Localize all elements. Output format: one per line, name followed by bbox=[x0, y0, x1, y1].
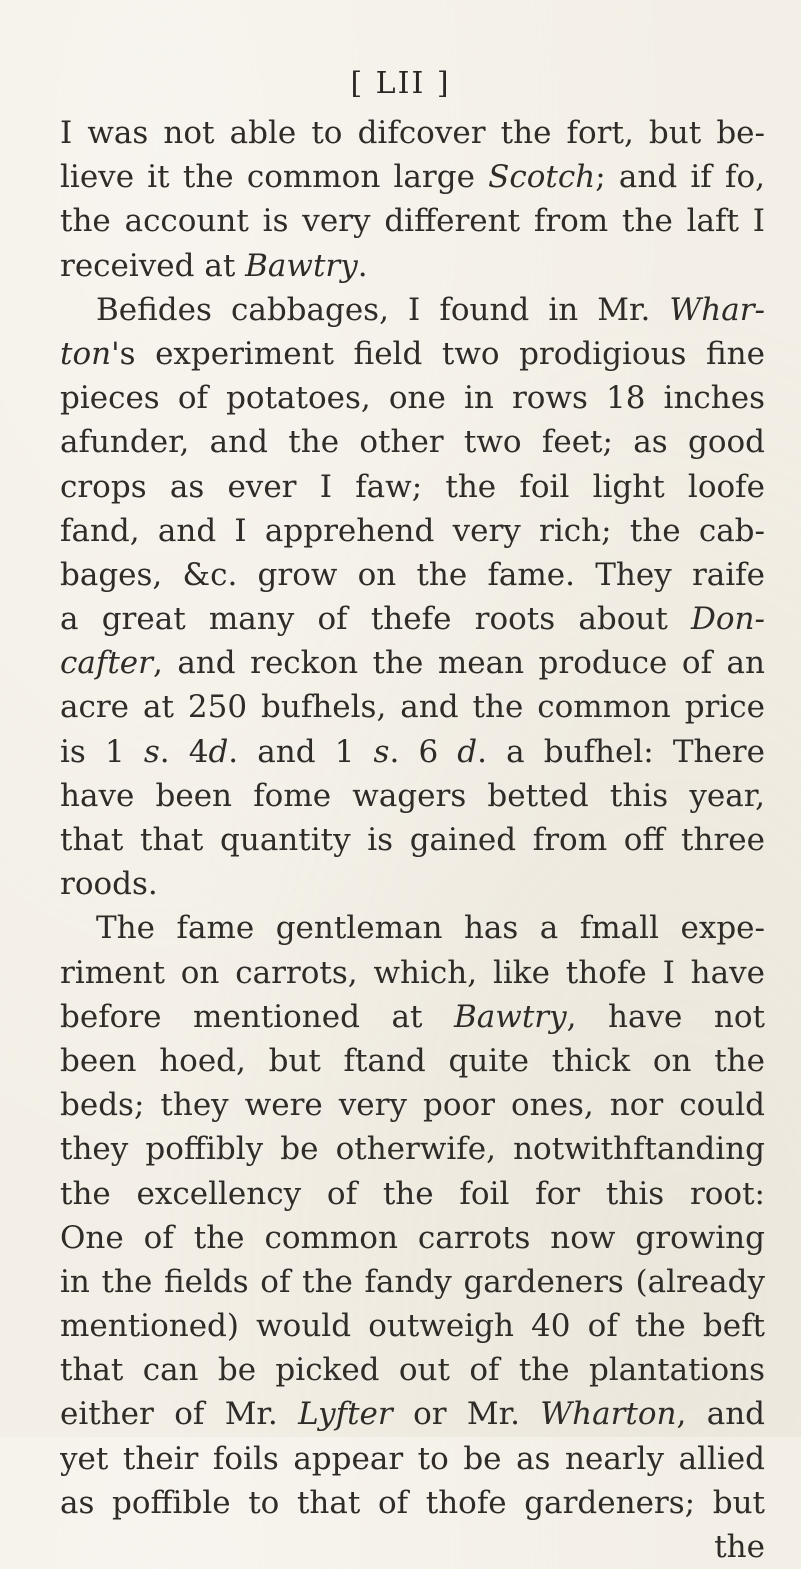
text-line bbox=[60, 1216, 765, 1260]
text-segment: I was not able to difcover the fort, but be- bbox=[60, 115, 765, 151]
text-line bbox=[60, 906, 765, 950]
text-line bbox=[60, 1083, 765, 1127]
page-number: [ LII ] bbox=[350, 66, 451, 101]
text-segment: before mentioned at bbox=[60, 998, 455, 1035]
text-line bbox=[60, 1172, 765, 1216]
italic-text: Scotch bbox=[488, 159, 596, 196]
italic-text: d bbox=[208, 733, 229, 770]
text-line bbox=[60, 862, 765, 906]
text-segment: , have not bbox=[566, 998, 765, 1035]
text-line bbox=[60, 1481, 765, 1525]
catchword: the bbox=[714, 1529, 765, 1565]
text-segment: , and bbox=[676, 1396, 765, 1433]
text-line bbox=[60, 553, 765, 597]
text-segment: crops as ever I faw; the foil light loofe bbox=[60, 468, 765, 505]
text-line bbox=[60, 465, 765, 509]
text-segment: been hoed, but ftand quite thick on the bbox=[60, 1042, 765, 1079]
text-line bbox=[60, 111, 765, 155]
text-segment: the account is very different from the laft I bbox=[60, 203, 765, 240]
text-segment: received at bbox=[60, 247, 246, 284]
italic-text: Lyfter bbox=[298, 1396, 393, 1433]
text-segment: mentioned) would outweigh 40 of the beft bbox=[60, 1308, 765, 1345]
text-segment: the excellency of the foil for this root: bbox=[60, 1175, 765, 1212]
text-segment: . a bufhel: There bbox=[477, 733, 765, 770]
text-segment: have been fome wagers betted this year, bbox=[60, 777, 765, 814]
text-line bbox=[60, 685, 765, 729]
text-line bbox=[60, 951, 765, 995]
text-segment: 's experiment field two prodigious fine bbox=[111, 335, 765, 372]
text-line bbox=[60, 774, 765, 818]
text-segment: bages, &c. grow on the fame. They raife bbox=[60, 556, 765, 593]
text-line bbox=[60, 199, 765, 243]
text-segment: . bbox=[357, 247, 368, 284]
text-segment: either of Mr. bbox=[60, 1396, 299, 1433]
text-line bbox=[60, 1348, 765, 1392]
text-segment: beds; they were very poor ones, nor could bbox=[60, 1087, 765, 1124]
text-line bbox=[60, 730, 765, 774]
text-line bbox=[60, 332, 765, 376]
text-segment: is 1 bbox=[60, 733, 144, 770]
text-segment: . 4 bbox=[159, 733, 209, 770]
italic-text: ton bbox=[60, 335, 112, 372]
text-line bbox=[60, 509, 765, 553]
text-line bbox=[60, 420, 765, 464]
text-line bbox=[60, 818, 765, 862]
text-line bbox=[60, 1304, 765, 1348]
text-segment: as poffible to that of thofe gardeners; but bbox=[60, 1484, 765, 1521]
text-line bbox=[60, 244, 765, 288]
italic-text: s bbox=[373, 733, 390, 770]
text-segment: afunder, and the other two feet; as good bbox=[60, 424, 765, 461]
text-segment: The fame gentleman has a fmall expe- bbox=[96, 910, 765, 947]
italic-text: Whar- bbox=[669, 291, 765, 328]
text-line bbox=[60, 288, 765, 332]
italic-text: d bbox=[457, 733, 478, 770]
text-line bbox=[60, 376, 765, 420]
italic-text: s bbox=[143, 733, 160, 770]
italic-text: Bawtry bbox=[245, 247, 358, 284]
text-line bbox=[60, 155, 765, 199]
text-segment: . 6 bbox=[389, 733, 458, 770]
text-line bbox=[60, 597, 765, 641]
text-segment: pieces of potatoes, one in rows 18 inches bbox=[60, 380, 765, 417]
text-segment: One of the common carrots now growing bbox=[60, 1219, 765, 1256]
italic-text: cafter bbox=[60, 645, 153, 682]
italic-text: Don- bbox=[691, 601, 765, 638]
text-segment: they poffibly be otherwife, notwithftanding bbox=[60, 1131, 765, 1168]
text-segment: ; and if fo, bbox=[595, 159, 765, 196]
italic-text: Wharton bbox=[540, 1396, 677, 1433]
text-segment: that can be picked out of the plantations bbox=[60, 1352, 765, 1389]
text-segment: that that quantity is gained from off three bbox=[60, 822, 765, 858]
text-segment: yet their foils appear to be as nearly allied bbox=[60, 1440, 765, 1477]
text-line bbox=[60, 1392, 765, 1436]
text-line bbox=[60, 995, 765, 1039]
text-line bbox=[60, 1039, 765, 1083]
body-text bbox=[60, 111, 765, 1569]
text-segment: Befides cabbages, I found in Mr. bbox=[96, 291, 670, 328]
text-segment: or Mr. bbox=[392, 1396, 541, 1433]
text-segment: acre at 250 bufhels, and the common price bbox=[60, 689, 765, 726]
text-segment: roods. bbox=[60, 866, 158, 903]
text-segment: riment on carrots, which, like thofe I have bbox=[60, 954, 765, 991]
text-line bbox=[60, 641, 765, 685]
text-segment: in the fields of the fandy gardeners (already bbox=[60, 1263, 765, 1300]
text-line bbox=[60, 1437, 765, 1481]
italic-text: Bawtry bbox=[454, 998, 567, 1035]
text-segment: , and reckon the mean produce of an bbox=[152, 645, 765, 682]
text-line bbox=[60, 1260, 765, 1304]
text-segment: . and 1 bbox=[228, 733, 374, 770]
text-segment: fand, and I apprehend very rich; the cab- bbox=[60, 512, 765, 549]
text-line bbox=[60, 1127, 765, 1171]
text-segment: a great many of thefe roots about bbox=[60, 601, 692, 638]
text-segment: lieve it the common large bbox=[60, 159, 489, 196]
